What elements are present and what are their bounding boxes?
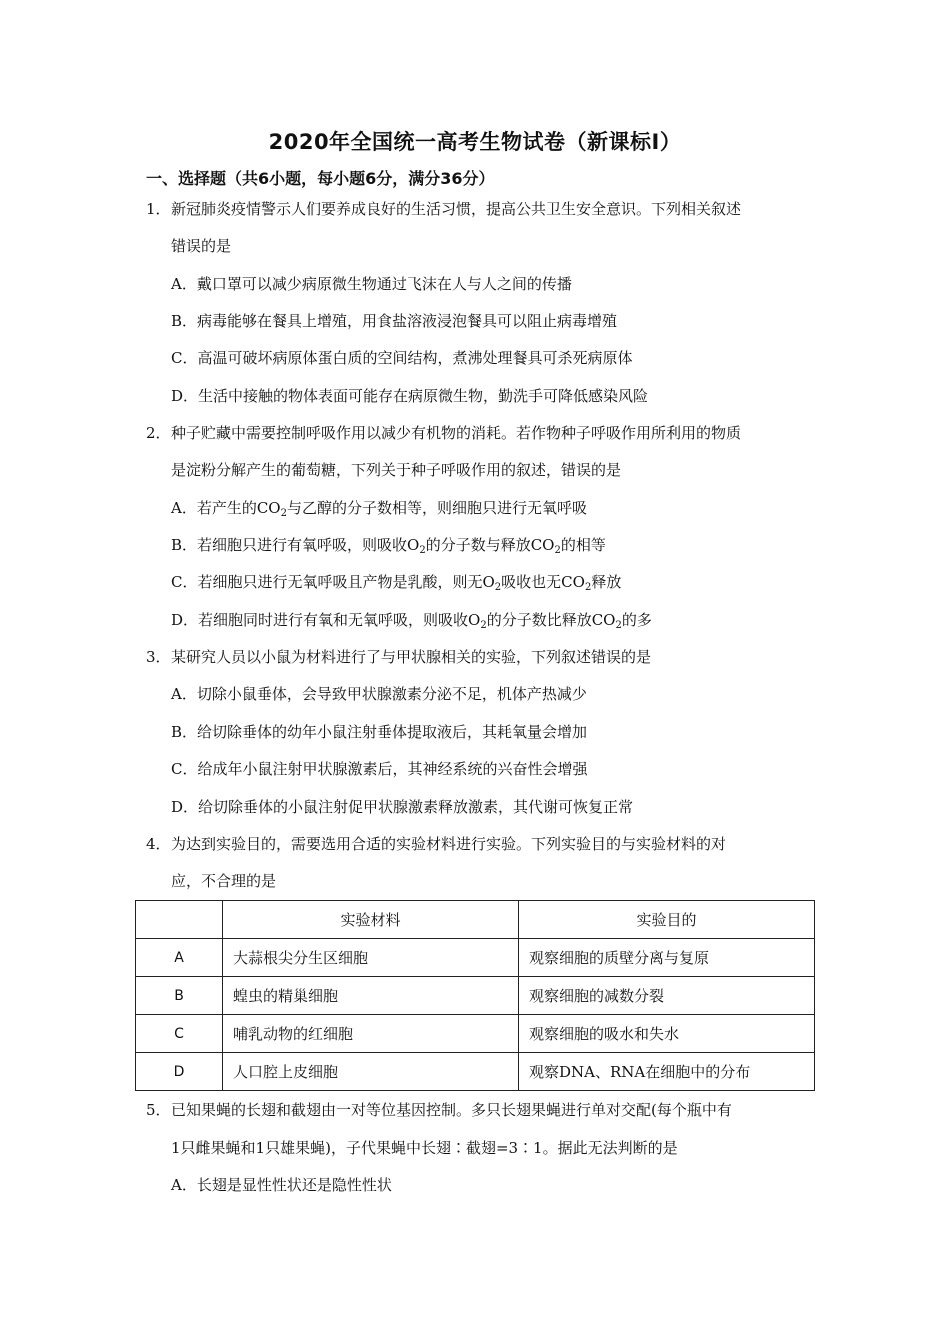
table-row — [136, 1053, 815, 1091]
table-cell: 观察细胞的吸水和失水 — [519, 1015, 815, 1053]
question-number-4: 4． — [146, 835, 171, 853]
table-cell: 大蒜根尖分生区细胞 — [223, 939, 519, 977]
table-header-row — [136, 901, 815, 939]
exam-title: 2020年全国统一高考生物试卷（新课标Ⅰ） — [268, 130, 682, 154]
question-1-stem-line-2: 错误的是 — [171, 237, 232, 255]
table-header-cell — [136, 901, 223, 939]
question-3-option-c: C．给成年小鼠注射甲状腺激素后，其神经系统的兴奋性会增强 — [171, 760, 588, 778]
table-cell: 观察细胞的质壁分离与复原 — [519, 939, 815, 977]
question-1-option-c: C．高温可破坏病原体蛋白质的空间结构，煮沸处理餐具可杀死病原体 — [171, 349, 633, 367]
question-3-option-d: D．给切除垂体的小鼠注射促甲状腺激素释放激素，其代谢可恢复正常 — [171, 798, 634, 816]
table-cell: 观察DNA、RNA在细胞中的分布 — [519, 1053, 815, 1091]
question-3-stem: 某研究人员以小鼠为材料进行了与甲状腺相关的实验，下列叙述错误的是 — [171, 648, 652, 666]
table-row — [136, 939, 815, 977]
table-row — [136, 1015, 815, 1053]
table-cell: C — [136, 1015, 223, 1053]
question-1-stem-line-1: 新冠肺炎疫情警示人们要养成良好的生活习惯，提高公共卫生安全意识。下列相关叙述 — [171, 200, 742, 218]
table-cell: 蝗虫的精巢细胞 — [223, 977, 519, 1015]
question-2-option-c: C．若细胞只进行无氧呼吸且产物是乳酸，则无$O_2$吸收也无$CO_2$释放 — [171, 573, 622, 593]
question-1-option-a: A．戴口罩可以减少病原微生物通过飞沫在人与人之间的传播 — [171, 275, 572, 293]
question-number-5: 5． — [146, 1101, 171, 1119]
question-5-stem-line-1: 已知果蝇的长翅和截翅由一对等位基因控制。多只长翅果蝇进行单对交配(每个瓶中有 — [171, 1101, 732, 1119]
question-5-option-a: A．长翅是显性性状还是隐性性状 — [171, 1176, 392, 1194]
question-1-option-b: B．病毒能够在餐具上增殖，用食盐溶液浸泡餐具可以阻止病毒增殖 — [171, 312, 618, 330]
question-2-option-b: B．若细胞只进行有氧呼吸，则吸收$O_2$的分子数与释放$CO_2$的相等 — [171, 536, 606, 556]
table-cell: D — [136, 1053, 223, 1091]
question-number-1: 1． — [146, 200, 171, 218]
table-cell: 观察细胞的减数分裂 — [519, 977, 815, 1015]
section-heading: 一、选择题（共6小题，每小题6分，满分36分） — [146, 169, 495, 188]
question-2-option-d: D．若细胞同时进行有氧和无氧呼吸，则吸收$O_2$的分子数比释放$CO_2$的多 — [171, 611, 652, 631]
question-2-stem-line-2: 是淀粉分解产生的葡萄糖，下列关于种子呼吸作用的叙述，错误的是 — [171, 461, 622, 479]
table-cell: 哺乳动物的红细胞 — [223, 1015, 519, 1053]
question-number-3: 3． — [146, 648, 171, 666]
table-header-cell: 实验材料 — [223, 901, 519, 939]
table-cell: 人口腔上皮细胞 — [223, 1053, 519, 1091]
question-5-stem-line-2: 1只雌果蝇和1只雄果蝇)，子代果蝇中长翅∶截翅=3∶1。据此无法判断的是 — [171, 1139, 678, 1157]
question-3-option-a: A．切除小鼠垂体，会导致甲状腺激素分泌不足，机体产热减少 — [171, 685, 587, 703]
table-row — [136, 977, 815, 1015]
table-header-cell: 实验目的 — [519, 901, 815, 939]
table-cell: A — [136, 939, 223, 977]
experiment-table — [135, 900, 815, 1091]
question-3-option-b: B．给切除垂体的幼年小鼠注射垂体提取液后，其耗氧量会增加 — [171, 723, 588, 741]
table-cell: B — [136, 977, 223, 1015]
question-2-stem-line-1: 种子贮藏中需要控制呼吸作用以减少有机物的消耗。若作物种子呼吸作用所利用的物质 — [171, 424, 742, 442]
question-number-2: 2． — [146, 424, 171, 442]
question-4-stem-line-1: 为达到实验目的，需要选用合适的实验材料进行实验。下列实验目的与实验材料的对 — [171, 835, 727, 853]
question-2-option-a: A．若产生的$CO_2$与乙醇的分子数相等，则细胞只进行无氧呼吸 — [171, 499, 587, 519]
question-4-stem-line-2: 应，不合理的是 — [171, 872, 277, 890]
question-1-option-d: D．生活中接触的物体表面可能存在病原微生物，勤洗手可降低感染风险 — [171, 387, 649, 405]
